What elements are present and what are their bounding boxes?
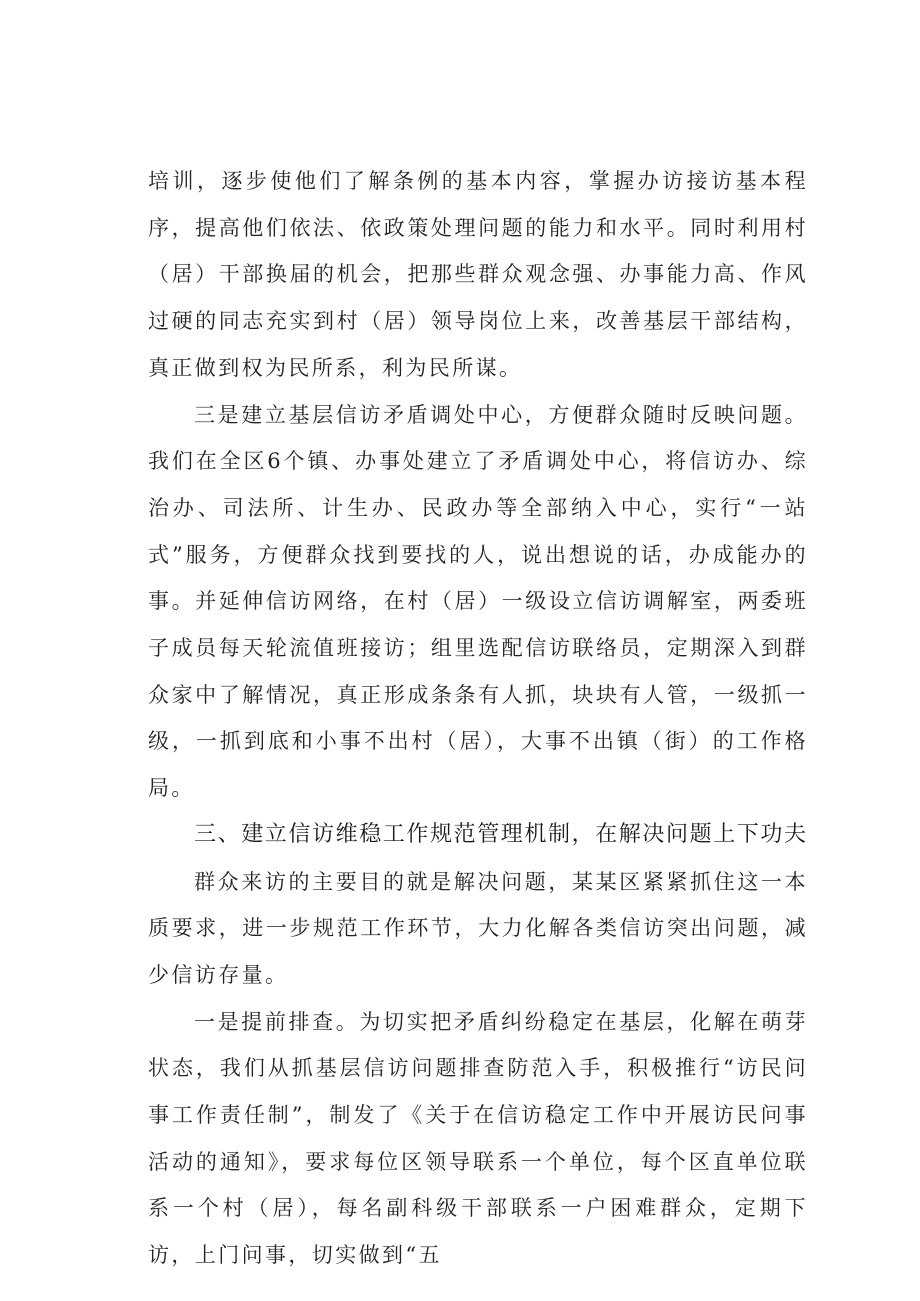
document-body [148,158,808,1279]
paragraph-continuation: 培训，逐步使他们了解条例的基本内容，掌握办访接访基本程序，提高他们依法、依政策处理问题的能力和水平。同时利用村（居）干部换届的机会，把那些群众观念强、办事能力高、作风过硬的同志充实到村（居）领导岗位上来，改善基层干部结构，真正做到权为民所系，利为民所谋。 [148,169,808,380]
paragraph-mediation-center: 三是建立基层信访矛盾调处中心，方便群众随时反映问题。我们在全区6个镇、办事处建立了矛盾调处中心，将信访办、综治办、司法所、计生办、民政办等全部纳入中心，实行“一站式”服务，方便群众找到要找的人，说出想说的话，办成能办的事。并延伸信访网络，在村（居）一级设立信访调解室，两委班子成员每天轮流值班接访；组里选配信访联络员，定期深入到群众家中了解情况，真正形成条条有人抓，块块有人管，一级抓一级，一抓到底和小事不出村（居），大事不出镇（街）的工作格局。 [148,402,808,801]
section-heading-3: 三、建立信访维稳工作规范管理机制，在解决问题上下功夫 [194,821,808,847]
paragraph-section-intro: 群众来访的主要目的就是解决问题，某某区紧紧抓住这一本质要求，进一步规范工作环节，大力化解各类信访突出问题，减少信访存量。 [148,869,808,987]
paragraph-advance-screening: 一是提前排查。为切实把矛盾纠纷稳定在基层，化解在萌芽状态，我们从抓基层信访问题排查防范入手，积极推行“访民问事工作责任制”，制发了《关于在信访稳定工作中开展访民问事活动的通知》，要求每位区领导联系一个单位，每个区直单位联系一个村（居），每名副科级干部联系一户困难群众，定期下访，上门问事，切实做到“五 [148,1009,808,1268]
